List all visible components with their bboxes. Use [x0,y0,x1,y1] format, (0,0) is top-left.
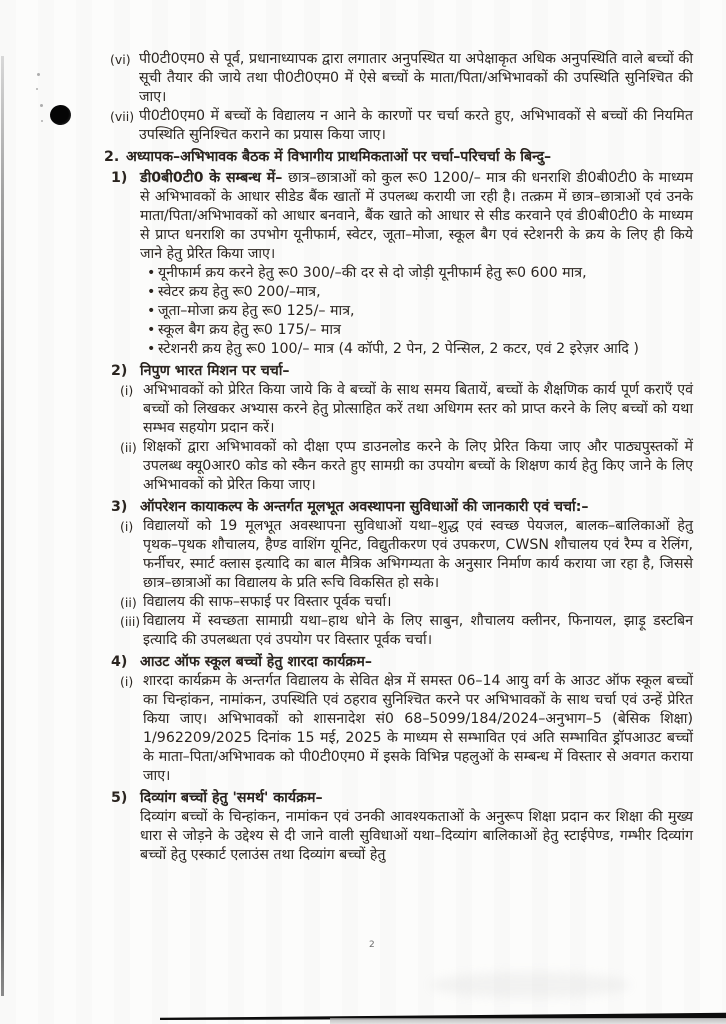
point-5-title: दिव्यांग बच्चों हेतु 'समर्थ' कार्यक्रम– [140,790,323,806]
list-item-vii-text: पी0टी0एम0 में बच्चों के विद्यालय न आने के कारणों पर चर्चा करते हुए, अभिभावकों से बच्चों की नियमित उपस्थिति सुनिश्चित कराने का प्रयास किया जाए। [139,108,693,143]
point-3-heading [104,498,693,517]
point-4-sub-i-text: शारदा कार्यक्रम के अन्तर्गत विद्यालय के सेवित क्षेत्र में समस्त 06–14 आयु वर्ग के आउट ऑफ स्कूल बच्चों का चिन्हांकन, नामांकन, उपस्थिति एवं ठहराव सुनिश्चित करने पर अभिभावकों के साथ चर्चा एवं उन्हें प्रेरित किया जाए। अभिभावकों को शासनादेश सं0 68–5099/184/2024–अनुभाग–5 (बेसिक शिक्षा) 1/962209/2025 दिनांक 15 मई, 2025 के माध्यम से सम्भावित एवं अति सम्भावित ड्रॉपआउट बच्चों के माता–पिता/अभिभावक को पी0टी0एम0 में इसके विभिन्न पहलुओं के सम्बन्ध में विस्तार से अवगत कराया जाए। [143,673,693,784]
list-item-vi [104,50,693,107]
page-number: 2 [369,940,375,950]
point-4-number: 4) [111,654,128,670]
bullet-list [104,264,693,359]
bullet-item [104,321,693,340]
bullet-item [104,340,693,359]
bullet-icon: • [147,303,156,319]
point-3-number: 3) [111,499,128,515]
list-item-vii [104,107,693,145]
bullet-icon: • [147,265,156,281]
point-2-title: निपुण भारत मिशन पर चर्चा– [140,363,290,379]
point-2-sub-ii-label: (ii) [120,440,137,455]
scan-speck [40,104,43,107]
point-5-number: 5) [111,790,128,806]
point-2-sub-i-text: अभिभावकों को प्रेरित किया जाये कि वे बच्चों के साथ समय बितायें, बच्चों के शैक्षणिक कार्य पूर्ण कराएँ एवं बच्चों को लिखकर अभ्यास करने हेतु प्रोत्साहित करें तथा अधिगम स्तर को प्राप्त करने के लिए बच्चों को यथा सम्भव सहयोग प्रदान करें। [143,382,693,436]
point-3-title: ऑपरेशन कायाकल्प के अन्तर्गत मूलभूत अवस्थापना सुविधाओं की जानकारी एवं चर्चा:– [140,499,589,515]
point-4-title: आउट ऑफ स्कूल बच्चों हेतु शारदा कार्यक्रम– [140,654,372,670]
hole-punch-mark [49,104,73,127]
bullet-icon: • [147,284,156,300]
point-4-sub-i-label: (i) [120,674,134,689]
point-3-sub-i-label: (i) [120,519,134,534]
point-5-heading [104,789,693,808]
point-5-paragraph: दिव्यांग बच्चों के चिन्हांकन, नामांकन एवं उनकी आवश्यकताओं के अनुरूप शिक्षा प्रदान कर शिक्षा की मुख्य धारा से जोड़ने के उद्देश्य से दी जाने वाली सुविधाओं यथा–दिव्यांग बालिकाओं हेतु स्टाईपेण्ड, गम्भीर दिव्यांग बच्चों हेतु एस्कार्ट एलाउंस तथा दिव्यांग बच्चों हेतु [140,809,693,863]
scan-speck [41,120,43,122]
section-2-number: 2. [104,149,120,165]
list-item-vii-label: (vii) [110,109,135,124]
point-1-number: 1) [111,170,128,186]
section-2-heading [104,148,693,167]
scan-left-edge-line [1,56,4,996]
scan-speck [37,73,40,76]
bullet-text: जूता–मोजा क्रय हेतु रू0 125/– मात्र, [158,303,355,319]
point-3-sub-ii [104,593,693,612]
point-3-sub-i-text: विद्यालयों को 19 मूलभूत अवस्थापना सुविधाओं यथा–शुद्ध एवं स्वच्छ पेयजल, बालक–बालिकाओं हेतु पृथक–पृथक शौचालय, हैण्ड वाशिंग यूनिट, विद्युतीकरण एवं उपकरण, CWSN शौचालय एवं रैम्प व रेलिंग, फर्नीचर, स्मार्ट क्लास इत्यादि का बाल मैत्रिक अभिगम्यता के अनुसार निर्माण कार्य कराया जा रहा है, जिससे छात्र–छात्राओं का विद्यालय के प्रति रूचि विकसित हो सके। [143,518,693,591]
point-2-number: 2) [111,363,128,379]
point-1 [104,169,693,264]
point-1-text: छात्र–छात्राओं को कुल रू0 1200/– मात्र की धनराशि डी0बी0टी0 के माध्यम से अभिभावकों के आधार सीडेड बैंक खातों में उपलब्ध करायी जा रही है। तत्क्रम में छात्र–छात्राओं एवं उनके माता/पिता/अभिभावकों को आधार बनवाने, बैंक खाते को आधार से सीड करवाने एवं डी0बी0टी0 के माध्यम से प्राप्त धनराशि का उपभोग यूनीफार्म, स्वेटर, जूता–मोजा, स्कूल बैग एवं स्टेशनरी के क्रय के लिए ही किये जाने हेतु प्रेरित किया जाए। [140,170,693,262]
point-1-lead: डी0बी0टी0 के सम्बन्ध में– [140,170,289,186]
scan-speck [36,88,38,90]
point-2-sub-i-label: (i) [120,383,134,398]
point-3-sub-ii-label: (ii) [120,595,137,610]
scan-smudge [430,972,630,998]
point-3-sub-iii-label: (iii) [120,614,141,629]
point-3-sub-ii-text: विद्यालय की साफ–सफाई पर विस्तार पूर्वक चर्चा। [143,594,392,610]
point-4-heading [104,653,693,672]
point-2-sub-i [104,381,693,438]
point-2-heading [104,362,693,381]
bullet-text: स्कूल बैग क्रय हेतु रू0 175/– मात्र [158,322,341,338]
bullet-item [104,302,693,321]
point-3-sub-iii [104,612,693,650]
bullet-text: स्टेशनरी क्रय हेतु रू0 100/– मात्र (4 कॉपी, 2 पेन, 2 पेन्सिल, 2 कटर, एवं 2 इरेज़र आदि ) [158,341,639,357]
bullet-item [104,283,693,302]
bullet-icon: • [147,322,156,338]
section-2-title: अध्यापक–अभिभावक बैठक में विभागीय प्राथमिकताओं पर चर्चा–परिचर्चा के बिन्दु– [126,149,552,165]
list-item-vi-text: पी0टी0एम0 से पूर्व, प्रधानाध्यापक द्वारा लगातार अनुपस्थित या अपेक्षाकृत अधिक अनुपस्थिति वाले बच्चों की सूची तैयार की जाये तथा पी0टी0एम0 में ऐसे बच्चों के माता/पिता/अभिभावकों की उपस्थिति सुनिश्चित की जाए। [139,51,693,105]
point-2-sub-ii-text: शिक्षकों द्वारा अभिभावकों को दीक्षा एप्प डाउनलोड करने के लिए प्रेरित किया जाए और पाठ्यपुस्तकों में उपलब्ध क्यू0आर0 कोड को स्कैन करते हुए सामग्री का उपयोग बच्चों के शिक्षण कार्य हेतु किए जाने के लिए अभिभावकों को प्रेरित किया जाए। [143,439,693,493]
scan-bottom-shadow [330,1018,726,1024]
bullet-text: स्वेटर क्रय हेतु रू0 200/–मात्र, [158,284,321,300]
point-4-sub-i [104,672,693,786]
bullet-text: यूनीफार्म क्रय करने हेतु रू0 300/–की दर से दो जोड़ी यूनीफार्म हेतु रू0 600 मात्र, [158,265,587,281]
bullet-icon: • [147,341,156,357]
list-item-vi-label: (vi) [110,52,131,67]
bullet-item [104,264,693,283]
document-body [104,50,693,865]
point-2-sub-ii [104,438,693,495]
point-3-sub-iii-text: विद्यालय में स्वच्छता सामाग्री यथा–हाथ धोने के लिए साबुन, शौचालय क्लीनर, फिनायल, झाड़ू डस्टबिन इत्यादि की उपलब्धता एवं उपयोग पर विस्तार पूर्वक चर्चा। [143,613,693,648]
point-3-sub-i [104,517,693,593]
